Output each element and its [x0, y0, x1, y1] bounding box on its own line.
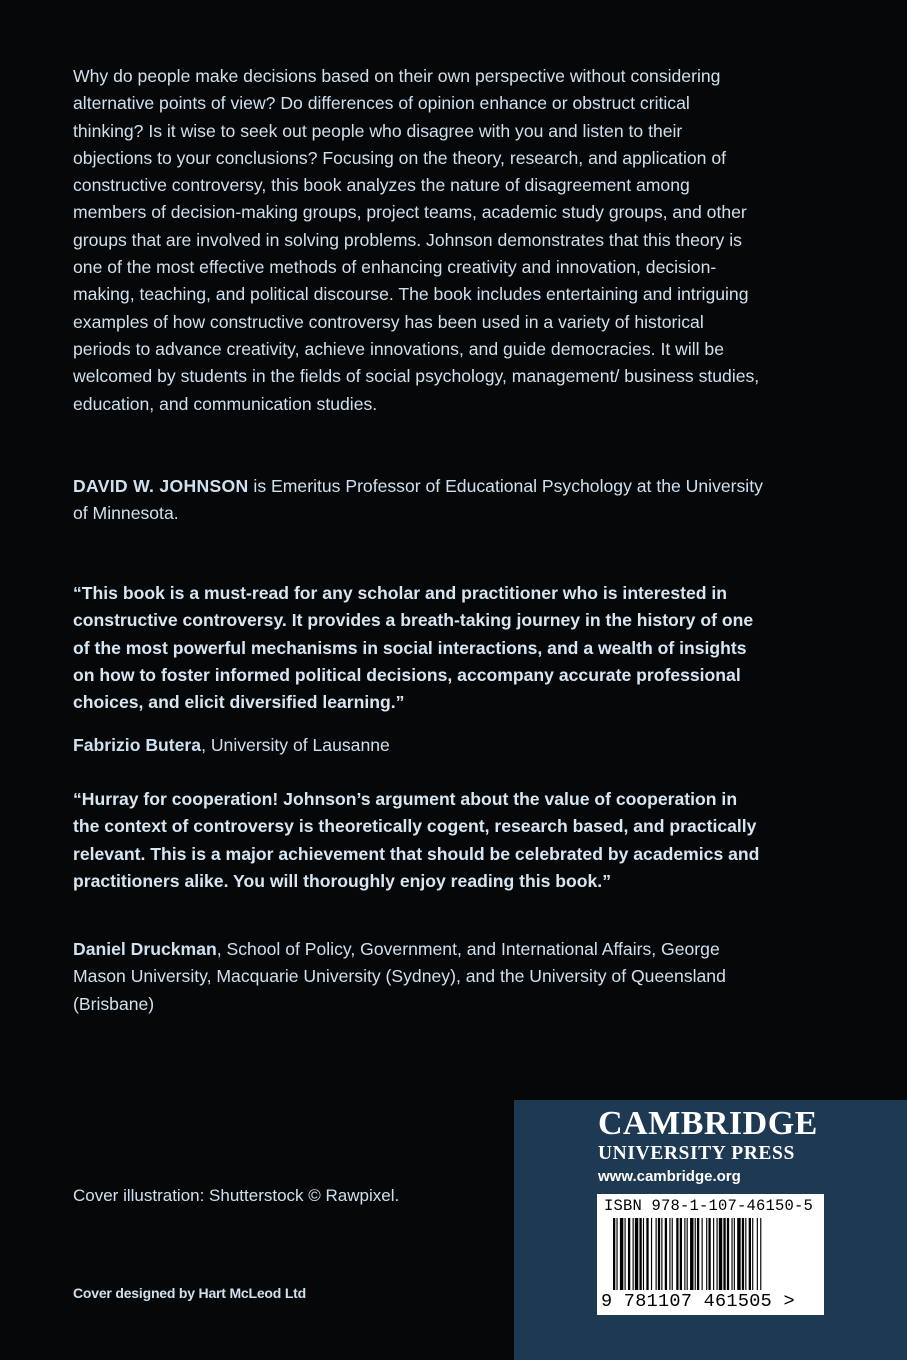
barcode-end-marker: >: [783, 1291, 795, 1312]
author-bio: [73, 473, 763, 528]
barcode-digits: [601, 1291, 795, 1313]
endorsement-quote-1: “This book is a must-read for any scholar and practitioner who is interested in constructive controversy. It provides a breath-taking journey in the history of one of the most powerful mechanisms in social interactions, and a wealth of insights on how to foster informed political decisions, accompany accurate professional choices, and elicit diversified learning.”: [73, 583, 754, 713]
publisher-url: www.cambridge.org: [598, 1168, 741, 1185]
endorsement-attribution-2: [73, 936, 763, 1018]
author-bio-text: is Emeritus Professor of Educational Psychology at the University of Minnesota.: [73, 476, 763, 524]
barcode-number: 9 781107 461505: [601, 1291, 773, 1312]
isbn-label: ISBN 978-1-107-46150-5: [604, 1197, 814, 1215]
endorsement-quote-2: “Hurray for cooperation! Johnson’s argument about the value of cooperation in the context of controversy is theoretically cogent, research based, and practically relevant. This is a major achievement that should be celebrated by academics and practitioners alike. You will thoroughly enjoy reading this book.”: [73, 789, 760, 891]
publisher-panel: [514, 1100, 907, 1360]
publisher-logo: CAMBRIDGE: [598, 1105, 818, 1142]
cover-designer-credit: Cover designed by Hart McLeod Ltd: [73, 1285, 306, 1301]
endorser-name-1: Fabrizio Butera: [73, 735, 202, 755]
book-description: Why do people make decisions based on their own perspective without considering alternative points of view? Do differences of opinion enhance or obstruct critical thinking? Is it wise to seek out people who disagree with you and listen to their objections to your conclusions? Focusing on the theory, research, and application of constructive controversy, this book analyzes the nature of disagreement among members of decision-making groups, project teams, academic study groups, and other groups that are involved in solving problems. Johnson demonstrates that this theory is one of the most effective methods of enhancing creativity and innovation, decision-making, teaching, and political discourse. The book includes entertaining and intriguing examples of how constructive controversy has been used in a variety of historical periods to advance creativity, achieve innovations, and guide democracies. It will be welcomed by students in the fields of social psychology, management/ business studies, education, and communication studies.: [73, 66, 760, 414]
endorser-name-2: Daniel Druckman: [73, 939, 217, 959]
endorser-affiliation-1: , University of Lausanne: [201, 735, 390, 755]
publisher-subtitle: UNIVERSITY PRESS: [598, 1143, 795, 1164]
isbn-barcode: [597, 1194, 824, 1315]
endorser-affiliation-2: , School of Policy, Government, and International Affairs, George Mason University, Macquarie University (Sydney), and the University of Queensland (Brisbane): [73, 939, 726, 1014]
cover-illustration-credit: Cover illustration: Shutterstock © Rawpixel.: [73, 1186, 400, 1205]
author-name: DAVID W. JOHNSON: [73, 476, 249, 496]
endorsement-attribution-1: [73, 732, 763, 759]
